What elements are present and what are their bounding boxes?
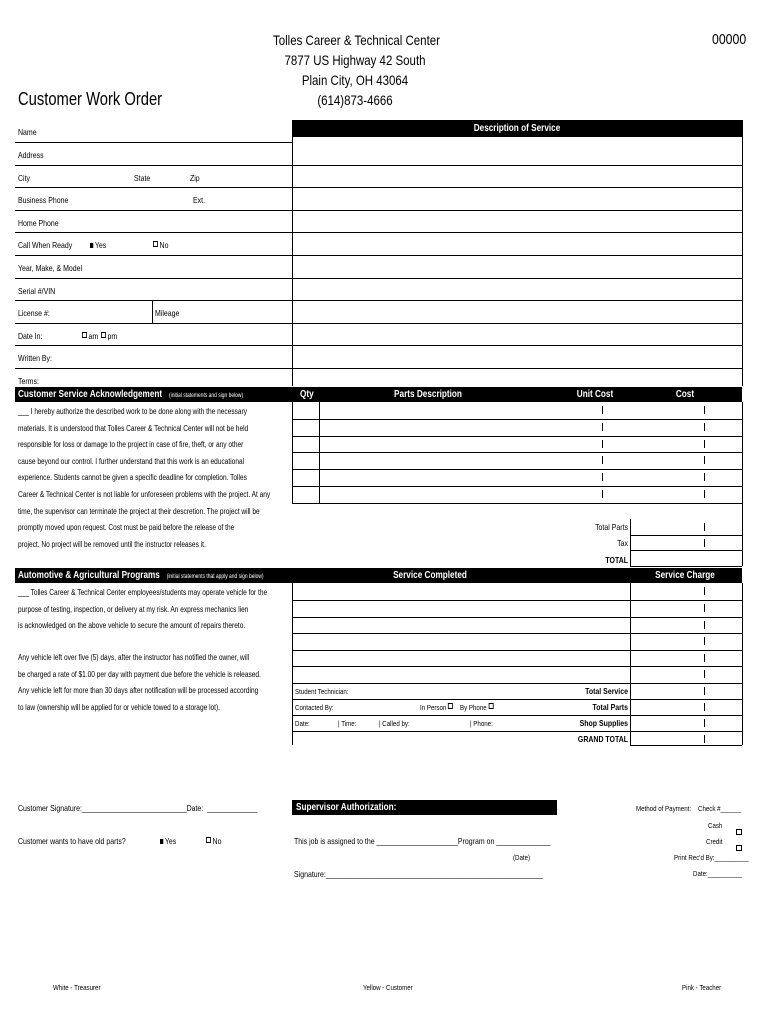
row-line xyxy=(630,535,742,536)
row-line xyxy=(292,715,742,716)
row-line xyxy=(292,278,742,279)
column-tick xyxy=(704,490,705,498)
row-line xyxy=(292,600,742,601)
row-line xyxy=(292,452,742,453)
checked-box-icon[interactable] xyxy=(90,243,93,248)
shop-supplies-label: Shop Supplies xyxy=(579,718,628,728)
checkbox-icon[interactable] xyxy=(82,332,87,338)
ack-title xyxy=(18,387,243,404)
check-field[interactable]: Check #______ xyxy=(698,804,742,813)
text-line: promptly moved upon request. Cost must be paid before the release of the xyxy=(18,523,235,533)
auto-title xyxy=(18,568,264,585)
row-line xyxy=(15,142,292,143)
by-phone-label: By Phone xyxy=(460,703,487,712)
text-line: Any vehicle left over five (5) days, after the instructor has notified the owner, will xyxy=(18,653,250,662)
column-tick xyxy=(704,654,705,662)
ack-note: (initial statements and sign below) xyxy=(168,393,244,399)
date-in-label: Date In: xyxy=(18,331,43,341)
year-make-model-label: Year, Make, & Model xyxy=(18,263,83,273)
mileage-label: Mileage xyxy=(155,308,180,318)
unit-cost-header: Unit Cost xyxy=(576,389,614,400)
call-yes-option[interactable] xyxy=(90,240,106,250)
text-line: purpose of testing, inspection, or delivery at my risk. An express mechanics lien xyxy=(18,604,249,614)
column-tick xyxy=(704,539,705,547)
row-line xyxy=(292,617,742,618)
grid-line xyxy=(742,402,743,566)
zip-label: Zip xyxy=(190,173,200,183)
org-address-line1: 7877 US Highway 42 South xyxy=(284,52,426,68)
cost-header: Cost xyxy=(675,389,695,400)
column-tick xyxy=(602,490,603,498)
text-line: ___ I hereby authorize the described work to be done along with the necessary xyxy=(18,407,248,416)
column-tick xyxy=(602,440,603,448)
serial-vin-label: Serial #/VIN xyxy=(18,286,56,296)
customer-signature-line[interactable]: ___________________________ xyxy=(81,803,187,813)
grid-line xyxy=(630,583,631,745)
grand-total-label: GRAND TOTAL xyxy=(577,734,628,744)
row-line xyxy=(15,255,292,256)
customer-signature-label: Customer Signature: xyxy=(18,803,82,813)
service-time-label: | Time: xyxy=(338,719,357,728)
checkbox-icon[interactable] xyxy=(206,837,211,843)
column-tick xyxy=(704,637,705,645)
home-phone-label: Home Phone xyxy=(18,218,59,228)
cash-label: Cash xyxy=(708,821,723,830)
by-phone-option[interactable] xyxy=(460,703,495,713)
org-phone: (614)873-4666 xyxy=(317,92,393,108)
pm-option[interactable] xyxy=(101,331,117,341)
row-line xyxy=(292,232,742,233)
row-line xyxy=(292,503,742,504)
ack-title-text: Customer Service Acknowledgement xyxy=(18,389,163,400)
service-completed-header: Service Completed xyxy=(393,570,467,581)
grid-line xyxy=(630,519,631,566)
checkbox-icon[interactable] xyxy=(736,829,742,835)
signature-date-line[interactable]: _____________ xyxy=(207,803,258,813)
text-line: Any vehicle left for more than 30 days after notification will be processed according xyxy=(18,686,259,695)
row-line xyxy=(292,436,742,437)
column-tick xyxy=(602,423,603,431)
org-address-line2: Plain City, OH 43064 xyxy=(301,72,409,88)
checkbox-icon[interactable] xyxy=(153,241,158,247)
text-line: ___ Tolles Career & Technical Center employees/students may operate vehicle for the xyxy=(18,588,268,597)
checkbox-icon[interactable] xyxy=(736,845,742,851)
row-line xyxy=(15,278,292,279)
row-line xyxy=(292,368,742,369)
am-option[interactable] xyxy=(82,331,98,341)
contacted-by-label: Contacted By: xyxy=(295,703,334,712)
row-line xyxy=(15,232,292,233)
row-line xyxy=(15,368,292,369)
row-line xyxy=(292,165,742,166)
supervisor-title: Supervisor Authorization: xyxy=(296,802,397,813)
form-title: Customer Work Order xyxy=(18,89,163,109)
row-line xyxy=(15,165,292,166)
column-tick xyxy=(704,523,705,531)
old-parts-no-option[interactable] xyxy=(206,836,221,846)
date-caption: (Date) xyxy=(513,853,531,862)
column-tick xyxy=(704,735,705,743)
row-line xyxy=(630,566,742,567)
address-label: Address xyxy=(18,150,44,160)
old-parts-no-label: No xyxy=(212,836,222,846)
call-no-label: No xyxy=(159,240,169,250)
column-tick xyxy=(704,456,705,464)
text-line: Career & Technical Center is not liable for unforeseen problems with the project. At any xyxy=(18,490,271,499)
column-tick xyxy=(704,687,705,695)
row-line xyxy=(292,633,742,634)
customer-signature-field[interactable] xyxy=(18,803,258,813)
row-line xyxy=(15,323,292,324)
column-tick xyxy=(704,604,705,612)
text-line: to law (ownership will be applied for or vehicle towed to a storage lot). xyxy=(18,702,221,712)
row-line xyxy=(292,255,742,256)
column-tick xyxy=(704,473,705,481)
text-line: cause beyond our control. I further understand that this work is an educational xyxy=(18,456,245,466)
service-total-parts-label: Total Parts xyxy=(592,702,628,712)
call-no-option[interactable] xyxy=(153,240,168,250)
call-when-ready-label: Call When Ready xyxy=(18,240,73,250)
old-parts-question: Customer wants to have old parts? xyxy=(18,836,126,846)
text-line: experience. Students cannot be given a specific deadline for completion. Tolles xyxy=(18,473,247,483)
old-parts-yes-label: Yes xyxy=(164,836,177,846)
payment-date-field[interactable]: Date:__________ xyxy=(693,869,742,878)
row-line xyxy=(292,666,742,667)
total-label: TOTAL xyxy=(605,555,628,565)
org-name: Tolles Career & Technical Center xyxy=(273,32,440,48)
row-line xyxy=(292,650,742,651)
column-tick xyxy=(704,621,705,629)
license-mileage-divider xyxy=(152,300,153,323)
row-line xyxy=(292,683,742,684)
form-number: 00000 xyxy=(712,31,747,48)
text-line: materials. It is understood that Tolles Career & Technical Center will not be held xyxy=(18,423,249,433)
column-tick xyxy=(602,473,603,481)
row-line xyxy=(292,210,742,211)
job-assigned-field[interactable]: This job is assigned to the _____________________Program on ______________ xyxy=(294,836,551,846)
auto-note: (initial statements that apply and sign below) xyxy=(166,574,264,580)
service-charge-header: Service Charge xyxy=(655,570,715,581)
row-line xyxy=(630,745,742,746)
total-parts-label: Total Parts xyxy=(595,522,628,532)
row-line xyxy=(630,550,742,551)
service-phone-label: | Phone: xyxy=(470,719,493,728)
row-line xyxy=(15,345,292,346)
name-label: Name xyxy=(18,127,37,137)
total-service-label: Total Service xyxy=(585,686,628,696)
column-tick xyxy=(704,587,705,595)
am-label: am xyxy=(88,331,99,341)
city-label: City xyxy=(18,173,31,183)
grid-line xyxy=(292,583,293,745)
signature-date-label: Date: xyxy=(186,803,204,813)
column-tick xyxy=(704,719,705,727)
method-of-payment-label: Method of Payment: xyxy=(636,804,692,813)
license-label: License #: xyxy=(18,308,50,318)
copy-pink: Pink - Teacher xyxy=(682,983,722,992)
row-line xyxy=(292,731,742,732)
row-line xyxy=(15,187,292,188)
business-phone-label: Business Phone xyxy=(18,195,69,205)
column-tick xyxy=(704,703,705,711)
column-tick xyxy=(704,406,705,414)
row-line xyxy=(292,469,742,470)
old-parts-yes-option[interactable] xyxy=(160,836,176,846)
supervisor-signature-field[interactable]: Signature:________________________________________________________ xyxy=(294,869,543,879)
tax-label: Tax xyxy=(617,538,628,548)
text-line: be charged a rate of $1.00 per day with payment due before the vehicle is released. xyxy=(18,669,261,679)
in-person-option[interactable] xyxy=(420,703,455,713)
row-line xyxy=(292,486,742,487)
description-of-service-label: Description of Service xyxy=(473,123,561,134)
written-by-label: Written By: xyxy=(18,353,52,363)
column-tick xyxy=(704,670,705,678)
state-label: State xyxy=(134,173,151,183)
ext-label: Ext. xyxy=(193,195,206,205)
called-by-label: | Called by: xyxy=(379,719,410,728)
text-line: time, the supervisor can terminate the project at their descretion. The project will be xyxy=(18,506,260,516)
checkbox-icon[interactable] xyxy=(448,703,453,709)
copy-yellow: Yellow - Customer xyxy=(363,983,413,992)
checkbox-icon[interactable] xyxy=(101,332,106,338)
checked-box-icon[interactable] xyxy=(160,839,163,844)
row-line xyxy=(292,699,742,700)
row-line xyxy=(15,210,292,211)
in-person-label: In Person xyxy=(420,703,447,712)
text-line: is acknowledged on the above vehicle to secure the amount of repairs thereto. xyxy=(18,621,246,630)
column-tick xyxy=(602,406,603,414)
divider-vertical xyxy=(292,120,293,386)
row-line xyxy=(292,300,742,301)
credit-label: Credit xyxy=(706,837,723,846)
row-line xyxy=(292,323,742,324)
checkbox-icon[interactable] xyxy=(488,703,493,709)
pm-label: pm xyxy=(107,331,118,341)
right-border xyxy=(742,120,743,386)
copy-white: White - Treasurer xyxy=(53,983,101,992)
row-line xyxy=(292,345,742,346)
print-recd-by-field[interactable]: Print Rec'd By:__________ xyxy=(674,853,749,862)
row-line xyxy=(292,419,742,420)
call-yes-label: Yes xyxy=(94,240,107,250)
text-line: responsible for loss or damage to the project in case of fire, theft, or any other xyxy=(18,440,244,450)
grid-line xyxy=(742,583,743,745)
service-date-label: Date: xyxy=(295,719,310,728)
student-technician-label: Student Technician: xyxy=(295,687,349,696)
text-line: project. No project will be removed until the instructor releases it. xyxy=(18,539,206,549)
column-tick xyxy=(602,456,603,464)
row-line xyxy=(15,300,292,301)
column-tick xyxy=(704,440,705,448)
column-tick xyxy=(704,423,705,431)
auto-title-text: Automotive & Agricultural Programs xyxy=(18,570,160,581)
terms-label: Terms: xyxy=(18,376,39,386)
qty-header: Qty xyxy=(300,389,314,400)
row-line xyxy=(292,187,742,188)
parts-description-header: Parts Description xyxy=(394,389,462,400)
